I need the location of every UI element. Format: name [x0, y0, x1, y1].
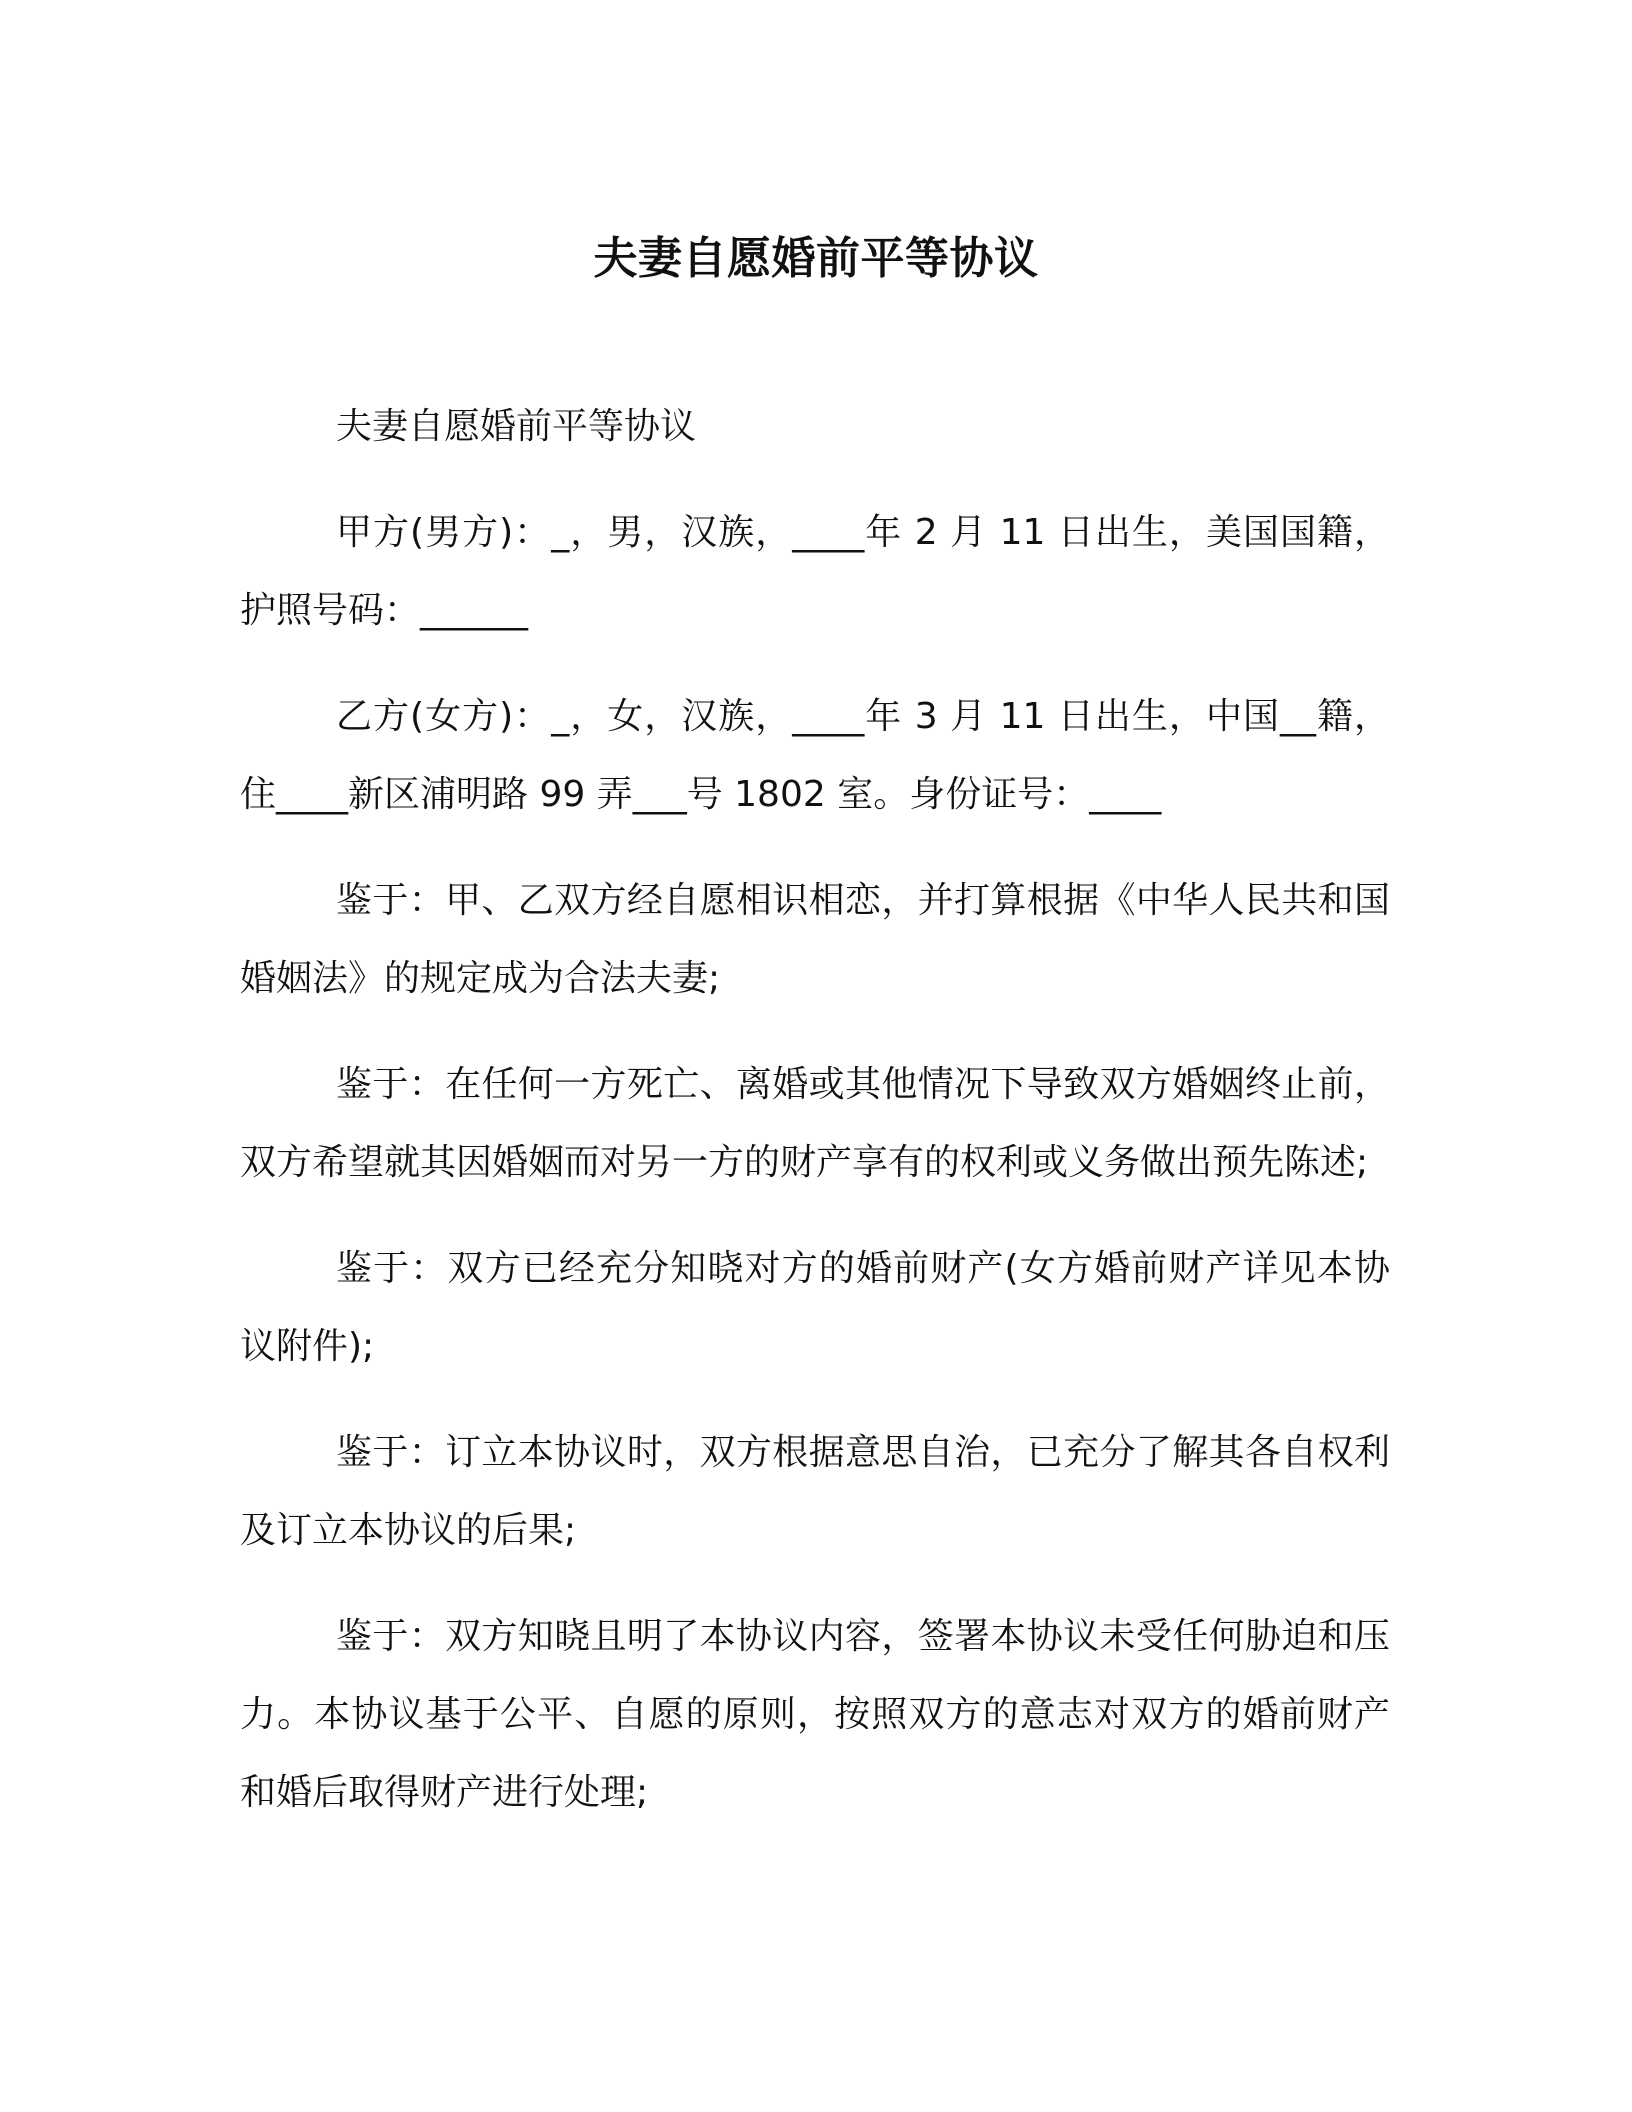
party-a-info: 甲方(男方)：_，男，汉族，____年 2 月 11 日出生，美国国籍，护照号码：______ — [240, 512, 1390, 631]
document-title: 夫妻自愿婚前平等协议 — [593, 233, 1039, 284]
document-body — [240, 388, 1390, 1860]
recital-paragraph: 鉴于：在任何一方死亡、离婚或其他情况下导致双方婚姻终止前，双方希望就其因婚姻而对另一方的财产享有的权利或义务做出预先陈述; — [240, 1064, 1390, 1183]
recital-paragraph: 鉴于：双方已经充分知晓对方的婚前财产(女方婚前财产详见本协议附件); — [240, 1248, 1390, 1367]
agreement-subtitle: 夫妻自愿婚前平等协议 — [336, 406, 697, 447]
recital-paragraph: 鉴于：双方知晓且明了本协议内容，签署本协议未受任何胁迫和压力。本协议基于公平、自愿的原则，按照双方的意志对双方的婚前财产和婚后取得财产进行处理; — [240, 1616, 1390, 1813]
party-b-info: 乙方(女方)：_，女，汉族，____年 3 月 11 日出生，中国__籍，住____新区浦明路 99 弄___号 1802 室。身份证号：____ — [240, 696, 1390, 815]
recital-paragraph: 鉴于：订立本协议时，双方根据意思自治，已充分了解其各自权利及订立本协议的后果; — [240, 1432, 1390, 1551]
recital-paragraph: 鉴于：甲、乙双方经自愿相识相恋，并打算根据《中华人民共和国婚姻法》的规定成为合法夫妻; — [240, 880, 1390, 999]
